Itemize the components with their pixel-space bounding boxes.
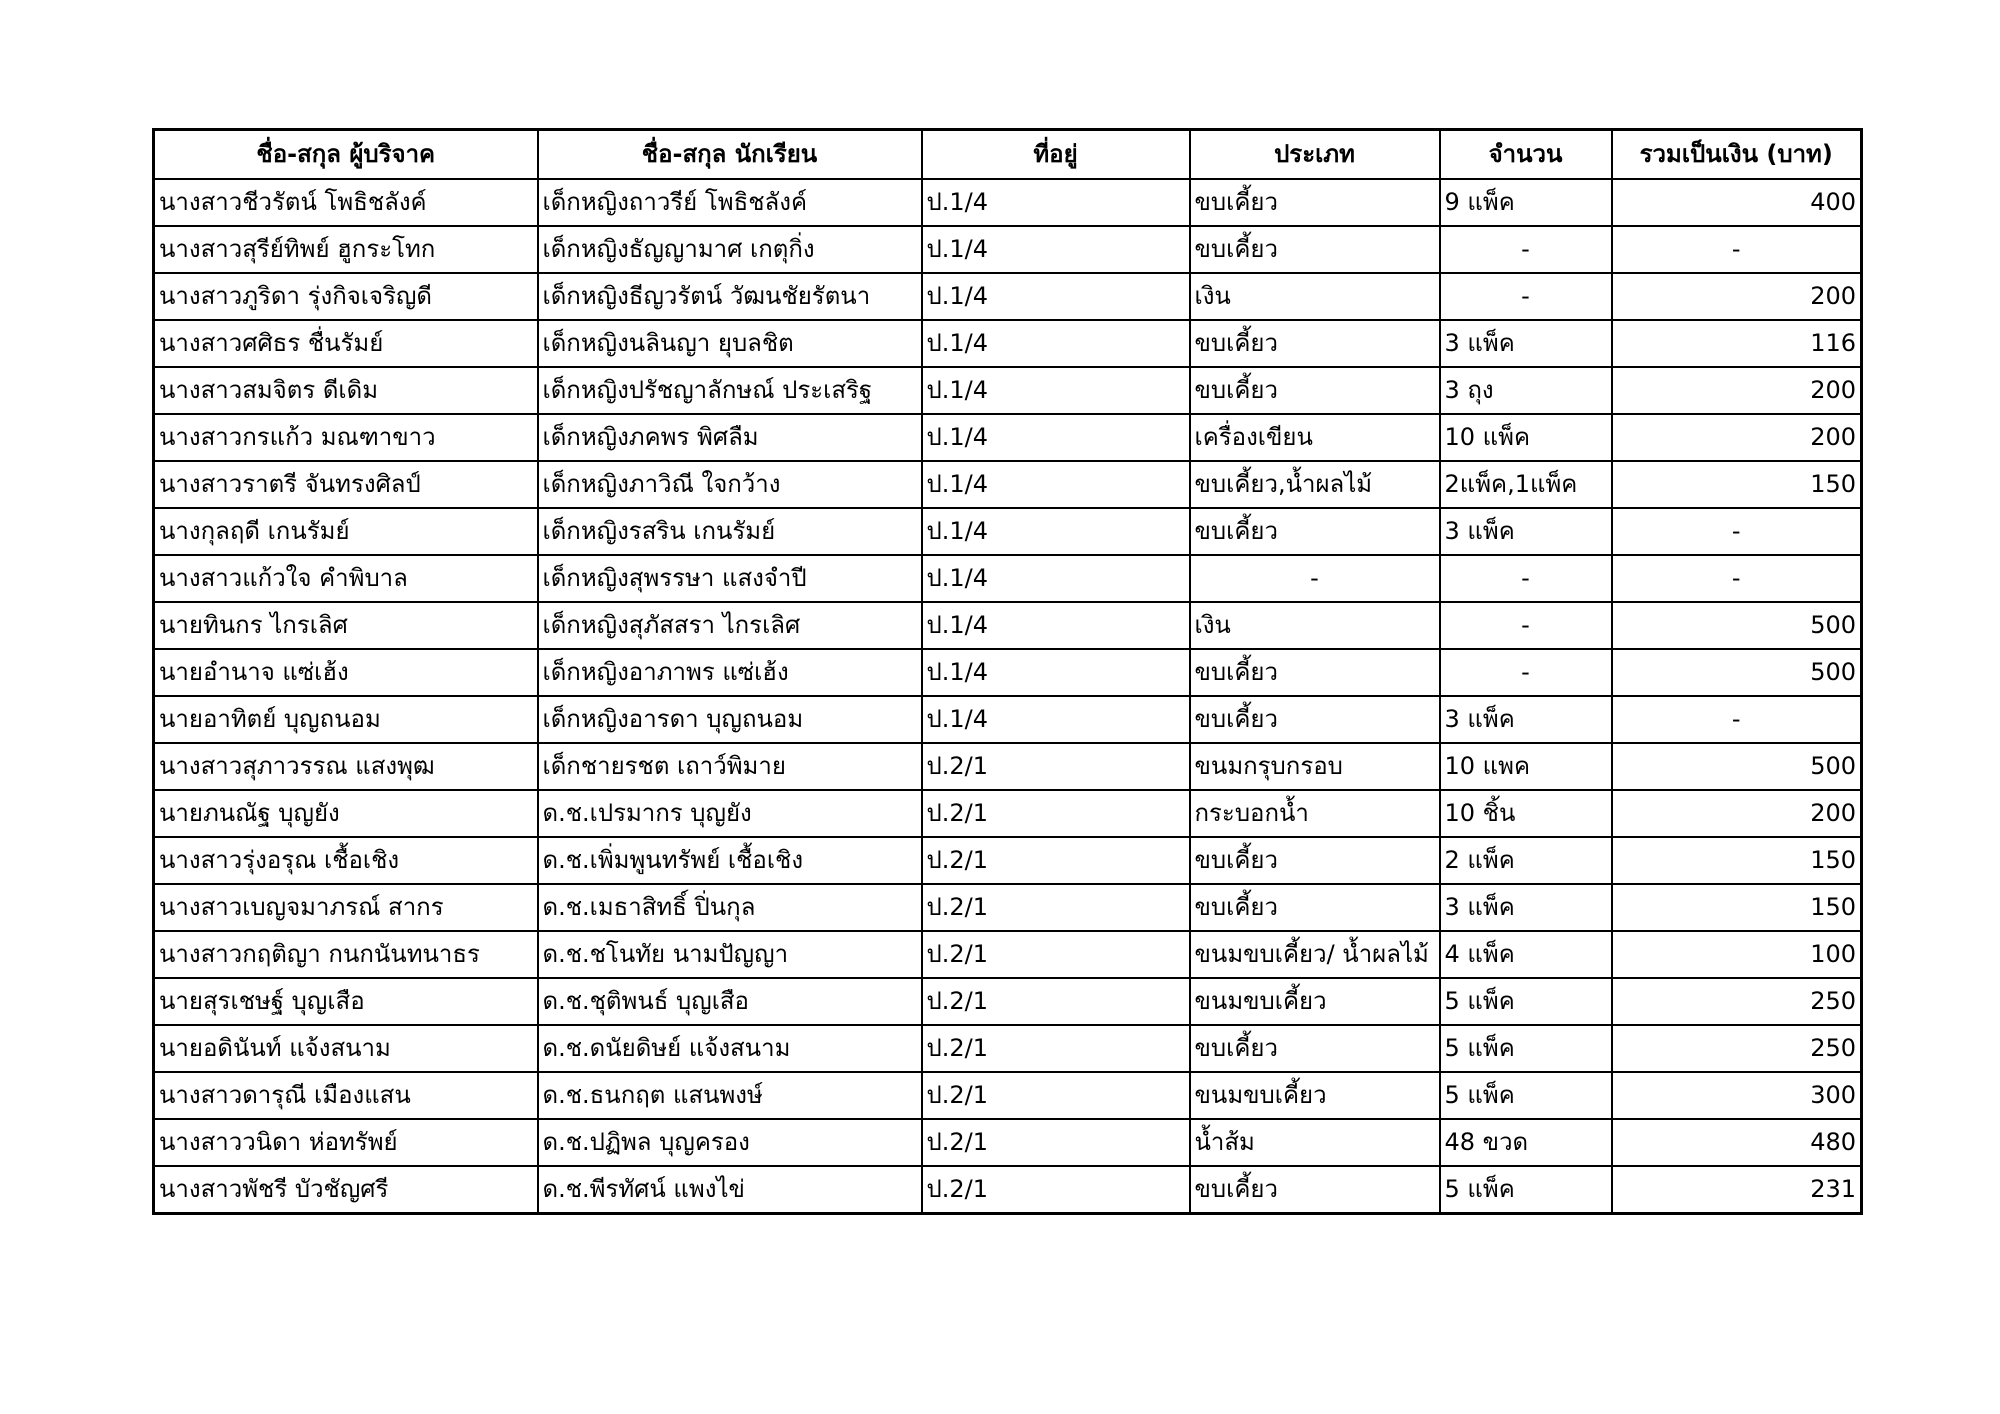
address-cell: ป.2/1 bbox=[922, 1119, 1190, 1166]
quantity-cell: - bbox=[1440, 649, 1612, 696]
total-amount-cell: 231 bbox=[1612, 1166, 1862, 1214]
table-row bbox=[154, 508, 1862, 555]
type-cell: ขนมขบเคี้ยว bbox=[1190, 978, 1440, 1025]
student-name-cell: ด.ช.ธนกฤต แสนพงษ์ bbox=[538, 1072, 922, 1119]
table-row bbox=[154, 790, 1862, 837]
header-address: ที่อยู่ bbox=[922, 130, 1190, 180]
student-name-cell: เด็กหญิงอารดา บุญถนอม bbox=[538, 696, 922, 743]
address-cell: ป.1/4 bbox=[922, 602, 1190, 649]
donation-table bbox=[152, 128, 1863, 1215]
donor-name-cell: นางสาวสมจิตร ดีเดิม bbox=[154, 367, 538, 414]
student-name-cell: ด.ช.ปฏิพล บุญครอง bbox=[538, 1119, 922, 1166]
type-cell: น้ำส้ม bbox=[1190, 1119, 1440, 1166]
table-row bbox=[154, 602, 1862, 649]
student-name-cell: เด็กหญิงสุภัสสรา ไกรเลิศ bbox=[538, 602, 922, 649]
student-name-cell: เด็กหญิงปรัชญาลักษณ์ ประเสริฐ bbox=[538, 367, 922, 414]
table-row bbox=[154, 884, 1862, 931]
donor-name-cell: นายภนณัฐ บุญยัง bbox=[154, 790, 538, 837]
address-cell: ป.2/1 bbox=[922, 837, 1190, 884]
donor-name-cell: นางสาวกฤติญา กนกนันทนาธร bbox=[154, 931, 538, 978]
donor-name-cell: นางสาวสุรีย์ทิพย์ ฮูกระโทก bbox=[154, 226, 538, 273]
address-cell: ป.2/1 bbox=[922, 743, 1190, 790]
student-name-cell: ด.ช.เปรมากร บุญยัง bbox=[538, 790, 922, 837]
address-cell: ป.2/1 bbox=[922, 1072, 1190, 1119]
table-row bbox=[154, 320, 1862, 367]
table-row bbox=[154, 978, 1862, 1025]
quantity-cell: 10 แพค bbox=[1440, 743, 1612, 790]
table-row bbox=[154, 837, 1862, 884]
table-row bbox=[154, 743, 1862, 790]
total-amount-cell: 100 bbox=[1612, 931, 1862, 978]
address-cell: ป.1/4 bbox=[922, 461, 1190, 508]
total-amount-cell: 200 bbox=[1612, 367, 1862, 414]
student-name-cell: เด็กหญิงภาวิณี ใจกว้าง bbox=[538, 461, 922, 508]
table-row bbox=[154, 696, 1862, 743]
donor-name-cell: นายอำนาจ แซ่เฮ้ง bbox=[154, 649, 538, 696]
donor-name-cell: นายอาทิตย์ บุญถนอม bbox=[154, 696, 538, 743]
type-cell: ขนมกรุบกรอบ bbox=[1190, 743, 1440, 790]
student-name-cell: เด็กหญิงธัญญามาศ เกตุกิ่ง bbox=[538, 226, 922, 273]
quantity-cell: 3 แพ็ค bbox=[1440, 508, 1612, 555]
quantity-cell: - bbox=[1440, 555, 1612, 602]
total-amount-cell: - bbox=[1612, 696, 1862, 743]
donor-name-cell: นางสาวราตรี จันทรงศิลป์ bbox=[154, 461, 538, 508]
table-row bbox=[154, 555, 1862, 602]
total-amount-cell: 200 bbox=[1612, 790, 1862, 837]
table-body bbox=[154, 179, 1862, 1214]
total-amount-cell: 150 bbox=[1612, 884, 1862, 931]
address-cell: ป.1/4 bbox=[922, 367, 1190, 414]
address-cell: ป.2/1 bbox=[922, 931, 1190, 978]
student-name-cell: ด.ช.ดนัยดิษย์ แจ้งสนาม bbox=[538, 1025, 922, 1072]
type-cell: ขบเคี้ยว bbox=[1190, 367, 1440, 414]
quantity-cell: - bbox=[1440, 226, 1612, 273]
student-name-cell: ด.ช.ชโนทัย นามปัญญา bbox=[538, 931, 922, 978]
student-name-cell: เด็กหญิงอาภาพร แซ่เฮ้ง bbox=[538, 649, 922, 696]
student-name-cell: ด.ช.เพิ่มพูนทรัพย์ เชื้อเชิง bbox=[538, 837, 922, 884]
quantity-cell: 9 แพ็ค bbox=[1440, 179, 1612, 226]
student-name-cell: เด็กหญิงนลินญา ยุบลชิต bbox=[538, 320, 922, 367]
donor-name-cell: นางสาวแก้วใจ คำพิบาล bbox=[154, 555, 538, 602]
quantity-cell: 5 แพ็ค bbox=[1440, 1166, 1612, 1214]
address-cell: ป.2/1 bbox=[922, 1166, 1190, 1214]
total-amount-cell: - bbox=[1612, 508, 1862, 555]
donor-name-cell: นางสาวเบญจมาภรณ์ สากร bbox=[154, 884, 538, 931]
quantity-cell: 10 แพ็ค bbox=[1440, 414, 1612, 461]
type-cell: เงิน bbox=[1190, 273, 1440, 320]
type-cell: ขนมขบเคี้ยว bbox=[1190, 1072, 1440, 1119]
student-name-cell: ด.ช.เมธาสิทธิ์ ปิ่นกุล bbox=[538, 884, 922, 931]
total-amount-cell: 150 bbox=[1612, 837, 1862, 884]
donor-name-cell: นางสาวศศิธร ชื่นรัมย์ bbox=[154, 320, 538, 367]
total-amount-cell: 500 bbox=[1612, 743, 1862, 790]
quantity-cell: 4 แพ็ค bbox=[1440, 931, 1612, 978]
type-cell: ขบเคี้ยว bbox=[1190, 884, 1440, 931]
address-cell: ป.2/1 bbox=[922, 1025, 1190, 1072]
address-cell: ป.1/4 bbox=[922, 649, 1190, 696]
total-amount-cell: 200 bbox=[1612, 273, 1862, 320]
quantity-cell: 5 แพ็ค bbox=[1440, 1025, 1612, 1072]
quantity-cell: 5 แพ็ค bbox=[1440, 1072, 1612, 1119]
student-name-cell: เด็กหญิงสุพรรษา แสงจำปี bbox=[538, 555, 922, 602]
student-name-cell: เด็กหญิงรสริน เกนรัมย์ bbox=[538, 508, 922, 555]
total-amount-cell: - bbox=[1612, 555, 1862, 602]
type-cell: ขบเคี้ยว bbox=[1190, 649, 1440, 696]
total-amount-cell: 150 bbox=[1612, 461, 1862, 508]
address-cell: ป.2/1 bbox=[922, 790, 1190, 837]
total-amount-cell: 300 bbox=[1612, 1072, 1862, 1119]
address-cell: ป.1/4 bbox=[922, 273, 1190, 320]
quantity-cell: 5 แพ็ค bbox=[1440, 978, 1612, 1025]
total-amount-cell: 250 bbox=[1612, 978, 1862, 1025]
table-header bbox=[154, 130, 1862, 180]
quantity-cell: 3 แพ็ค bbox=[1440, 884, 1612, 931]
type-cell: ขบเคี้ยว bbox=[1190, 1166, 1440, 1214]
student-name-cell: เด็กหญิงภคพร พิศลืม bbox=[538, 414, 922, 461]
total-amount-cell: 116 bbox=[1612, 320, 1862, 367]
table-row bbox=[154, 1025, 1862, 1072]
address-cell: ป.1/4 bbox=[922, 508, 1190, 555]
quantity-cell: 3 แพ็ค bbox=[1440, 696, 1612, 743]
type-cell: เงิน bbox=[1190, 602, 1440, 649]
address-cell: ป.1/4 bbox=[922, 414, 1190, 461]
table-row bbox=[154, 1166, 1862, 1214]
type-cell: ขบเคี้ยว bbox=[1190, 508, 1440, 555]
quantity-cell: 3 แพ็ค bbox=[1440, 320, 1612, 367]
donor-name-cell: นางสาววนิดา ห่อทรัพย์ bbox=[154, 1119, 538, 1166]
table-row bbox=[154, 931, 1862, 978]
header-row bbox=[154, 130, 1862, 180]
type-cell: ขบเคี้ยว bbox=[1190, 1025, 1440, 1072]
student-name-cell: ด.ช.พีรทัศน์ แพงไข่ bbox=[538, 1166, 922, 1214]
table-row bbox=[154, 1119, 1862, 1166]
donor-name-cell: นางสาวชีวรัตน์ โพธิชลังค์ bbox=[154, 179, 538, 226]
table-row bbox=[154, 273, 1862, 320]
type-cell: กระบอกน้ำ bbox=[1190, 790, 1440, 837]
table-row bbox=[154, 1072, 1862, 1119]
total-amount-cell: 500 bbox=[1612, 602, 1862, 649]
table-row bbox=[154, 461, 1862, 508]
address-cell: ป.1/4 bbox=[922, 696, 1190, 743]
total-amount-cell: 400 bbox=[1612, 179, 1862, 226]
total-amount-cell: 480 bbox=[1612, 1119, 1862, 1166]
quantity-cell: 2 แพ็ค bbox=[1440, 837, 1612, 884]
donor-name-cell: นางสาวภูริดา รุ่งกิจเจริญดี bbox=[154, 273, 538, 320]
table-row bbox=[154, 226, 1862, 273]
header-donor: ชื่อ-สกุล ผู้บริจาค bbox=[154, 130, 538, 180]
type-cell: ขนมขบเคี้ยว/ น้ำผลไม้ bbox=[1190, 931, 1440, 978]
type-cell: เครื่องเขียน bbox=[1190, 414, 1440, 461]
address-cell: ป.2/1 bbox=[922, 884, 1190, 931]
type-cell: ขบเคี้ยว bbox=[1190, 320, 1440, 367]
type-cell: ขบเคี้ยว bbox=[1190, 696, 1440, 743]
donor-name-cell: นายอดินันท์ แจ้งสนาม bbox=[154, 1025, 538, 1072]
address-cell: ป.1/4 bbox=[922, 555, 1190, 602]
table-row bbox=[154, 367, 1862, 414]
donor-name-cell: นายสุรเชษฐ์ บุญเสือ bbox=[154, 978, 538, 1025]
type-cell: - bbox=[1190, 555, 1440, 602]
donor-name-cell: นายทินกร ไกรเลิศ bbox=[154, 602, 538, 649]
donor-name-cell: นางสาวกรแก้ว มณฑาขาว bbox=[154, 414, 538, 461]
total-amount-cell: 500 bbox=[1612, 649, 1862, 696]
total-amount-cell: - bbox=[1612, 226, 1862, 273]
student-name-cell: เด็กหญิงธีญวรัตน์ วัฒนชัยรัตนา bbox=[538, 273, 922, 320]
header-total: รวมเป็นเงิน (บาท) bbox=[1612, 130, 1862, 180]
quantity-cell: 48 ขวด bbox=[1440, 1119, 1612, 1166]
type-cell: ขบเคี้ยว,น้ำผลไม้ bbox=[1190, 461, 1440, 508]
type-cell: ขบเคี้ยว bbox=[1190, 226, 1440, 273]
quantity-cell: - bbox=[1440, 602, 1612, 649]
quantity-cell: - bbox=[1440, 273, 1612, 320]
quantity-cell: 2แพ็ค,1แพ็ค bbox=[1440, 461, 1612, 508]
type-cell: ขบเคี้ยว bbox=[1190, 179, 1440, 226]
address-cell: ป.2/1 bbox=[922, 978, 1190, 1025]
total-amount-cell: 250 bbox=[1612, 1025, 1862, 1072]
donor-name-cell: นางสาวพัชรี บัวชัญศรี bbox=[154, 1166, 538, 1214]
address-cell: ป.1/4 bbox=[922, 226, 1190, 273]
type-cell: ขบเคี้ยว bbox=[1190, 837, 1440, 884]
table-row bbox=[154, 414, 1862, 461]
address-cell: ป.1/4 bbox=[922, 179, 1190, 226]
student-name-cell: ด.ช.ชุติพนธ์ บุญเสือ bbox=[538, 978, 922, 1025]
total-amount-cell: 200 bbox=[1612, 414, 1862, 461]
donor-name-cell: นางสาวสุภาวรรณ แสงพุฒ bbox=[154, 743, 538, 790]
student-name-cell: เด็กหญิงถาวรีย์ โพธิชลังค์ bbox=[538, 179, 922, 226]
student-name-cell: เด็กชายรชต เถาว์พิมาย bbox=[538, 743, 922, 790]
table-row bbox=[154, 179, 1862, 226]
quantity-cell: 10 ชิ้น bbox=[1440, 790, 1612, 837]
header-student: ชื่อ-สกุล นักเรียน bbox=[538, 130, 922, 180]
address-cell: ป.1/4 bbox=[922, 320, 1190, 367]
donor-name-cell: นางสาวดารุณี เมืองแสน bbox=[154, 1072, 538, 1119]
header-quantity: จำนวน bbox=[1440, 130, 1612, 180]
donor-name-cell: นางกุลฤดี เกนรัมย์ bbox=[154, 508, 538, 555]
table-row bbox=[154, 649, 1862, 696]
quantity-cell: 3 ถุง bbox=[1440, 367, 1612, 414]
header-type: ประเภท bbox=[1190, 130, 1440, 180]
donor-name-cell: นางสาวรุ่งอรุณ เชื้อเชิง bbox=[154, 837, 538, 884]
